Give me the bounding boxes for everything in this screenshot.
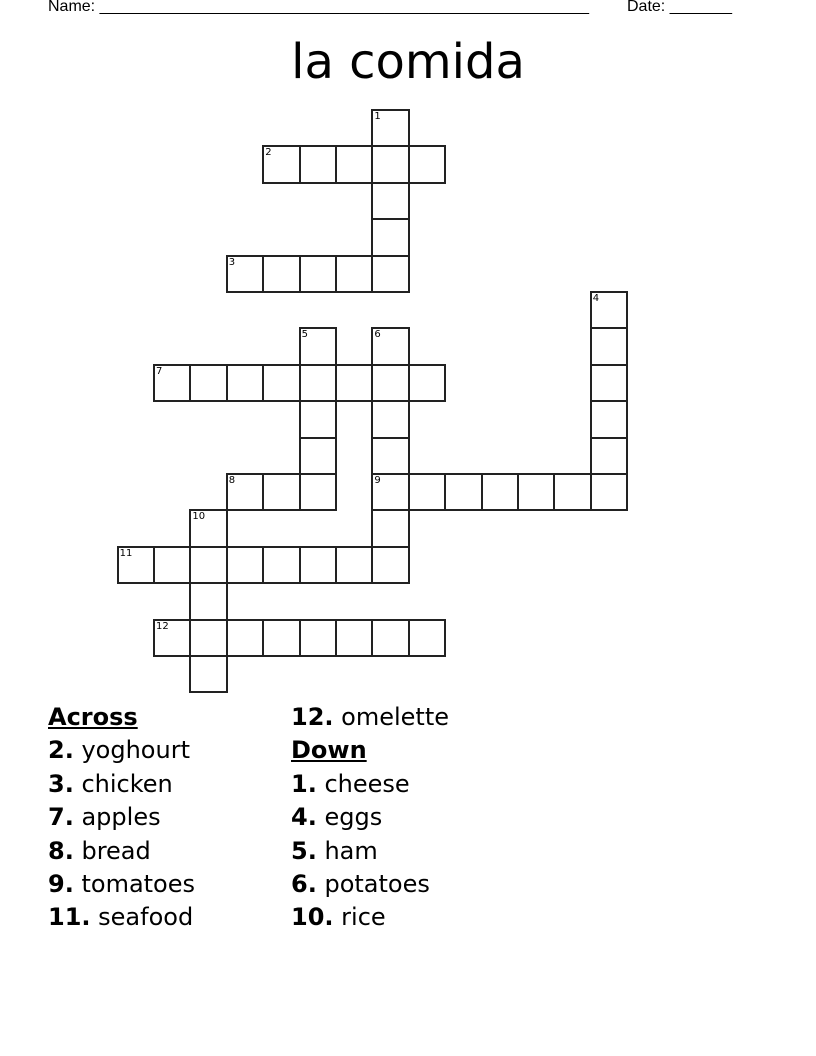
- grid-cell[interactable]: [189, 546, 227, 584]
- cell-number: 7: [156, 365, 163, 377]
- cell-number: 5: [301, 329, 308, 341]
- cell-number: 6: [374, 329, 381, 341]
- grid-cell[interactable]: [371, 327, 409, 365]
- down-clue: [291, 768, 449, 801]
- grid-cell[interactable]: [153, 619, 191, 657]
- grid-cell[interactable]: [371, 255, 409, 293]
- clue-text: apples: [81, 803, 161, 832]
- grid-cell[interactable]: [371, 546, 409, 584]
- grid-cell[interactable]: [226, 546, 264, 584]
- grid-cell[interactable]: [299, 255, 337, 293]
- clue-number: 6.: [291, 870, 317, 899]
- across-clue: [48, 734, 195, 767]
- grid-cell[interactable]: [189, 509, 227, 547]
- clue-text: ham: [324, 836, 378, 865]
- grid-cell[interactable]: [299, 437, 337, 475]
- grid-cell[interactable]: [517, 473, 555, 511]
- across-clue: [291, 701, 449, 734]
- grid-cell[interactable]: [371, 473, 409, 511]
- grid-cell[interactable]: [299, 364, 337, 402]
- name-field-line: Name: _______________________________________________________: [48, 0, 589, 15]
- down-clue: [291, 835, 449, 868]
- cell-number: 10: [192, 511, 206, 523]
- clue-number: 8.: [48, 836, 74, 865]
- down-clue: [291, 901, 449, 934]
- clue-number: 1.: [291, 769, 317, 798]
- grid-cell[interactable]: [371, 145, 409, 183]
- across-clue: [48, 901, 195, 934]
- grid-cell[interactable]: [262, 364, 300, 402]
- grid-cell[interactable]: [590, 364, 628, 402]
- grid-cell[interactable]: [371, 400, 409, 438]
- clue-text: omelette: [341, 703, 450, 731]
- grid-cell[interactable]: [189, 364, 227, 402]
- grid-cell[interactable]: [226, 473, 264, 511]
- cell-number: 9: [374, 475, 381, 486]
- grid-cell[interactable]: [153, 546, 191, 584]
- clue-text: bread: [81, 836, 151, 865]
- grid-cell[interactable]: [590, 327, 628, 365]
- clue-number: 11.: [48, 903, 91, 932]
- across-heading: Across: [48, 703, 138, 731]
- grid-cell[interactable]: [371, 437, 409, 475]
- grid-cell[interactable]: [335, 619, 373, 657]
- grid-cell[interactable]: [262, 473, 300, 511]
- grid-cell[interactable]: [262, 619, 300, 657]
- grid-cell[interactable]: [262, 255, 300, 293]
- grid-cell[interactable]: [408, 145, 446, 183]
- clue-number: 2.: [48, 736, 74, 765]
- grid-cell[interactable]: [371, 218, 409, 256]
- grid-cell[interactable]: [444, 473, 482, 511]
- cell-number: 1: [374, 111, 381, 122]
- clue-text: cheese: [324, 769, 410, 798]
- grid-cell[interactable]: [553, 473, 591, 511]
- clue-text: tomatoes: [81, 870, 196, 899]
- across-clue: [48, 835, 195, 868]
- puzzle-title: la comida: [291, 34, 525, 90]
- down-clue: [291, 868, 449, 901]
- down-clue: [291, 801, 449, 834]
- clue-number: 7.: [48, 803, 74, 832]
- grid-cell[interactable]: [371, 109, 409, 147]
- grid-cell[interactable]: [481, 473, 519, 511]
- clue-text: chicken: [81, 769, 173, 798]
- clue-text: rice: [341, 903, 386, 932]
- clue-text: seafood: [98, 903, 194, 932]
- grid-cell[interactable]: [299, 546, 337, 584]
- grid-cell[interactable]: [226, 619, 264, 657]
- grid-cell[interactable]: [262, 546, 300, 584]
- cell-number: 3: [228, 256, 236, 268]
- across-clue: [48, 768, 195, 801]
- grid-cell[interactable]: [189, 582, 227, 620]
- clue-number: 10.: [291, 903, 334, 932]
- grid-cell[interactable]: [590, 400, 628, 438]
- grid-cell[interactable]: [262, 145, 300, 183]
- grid-cell[interactable]: [117, 546, 155, 584]
- date-field-line: Date: _______: [627, 0, 732, 15]
- grid-cell[interactable]: [335, 145, 373, 183]
- grid-cell[interactable]: [335, 364, 373, 402]
- grid-cell[interactable]: [590, 291, 628, 329]
- grid-cell[interactable]: [371, 182, 409, 220]
- down-heading: Down: [291, 736, 367, 765]
- cell-number: 4: [592, 293, 600, 304]
- clue-column-right: [291, 701, 449, 935]
- grid-cell[interactable]: [408, 364, 446, 402]
- clue-text: potatoes: [324, 870, 430, 899]
- clue-number: 4.: [291, 803, 317, 832]
- grid-cell[interactable]: [371, 364, 409, 402]
- across-clue: [48, 868, 195, 901]
- clue-number: 9.: [48, 870, 74, 899]
- grid-cell[interactable]: [299, 145, 337, 183]
- grid-cell[interactable]: [371, 619, 409, 657]
- grid-cell[interactable]: [299, 400, 337, 438]
- clue-number: 5.: [291, 836, 317, 865]
- grid-cell[interactable]: [189, 655, 227, 693]
- cell-number: 12: [156, 620, 169, 632]
- grid-cell[interactable]: [371, 509, 409, 547]
- clue-number: 12.: [291, 703, 334, 731]
- across-clue: [48, 801, 195, 834]
- cell-number: 2: [265, 147, 272, 159]
- clue-number: 3.: [48, 769, 74, 798]
- grid-cell[interactable]: [590, 437, 628, 475]
- grid-cell[interactable]: [189, 619, 227, 657]
- clue-column-left: [48, 701, 195, 935]
- grid-cell[interactable]: [335, 546, 373, 584]
- grid-cell[interactable]: [408, 619, 446, 657]
- grid-cell[interactable]: [299, 473, 337, 511]
- grid-cell[interactable]: [226, 255, 264, 293]
- clue-text: eggs: [324, 803, 383, 832]
- grid-cell[interactable]: [590, 473, 628, 511]
- clue-text: yoghourt: [81, 736, 190, 765]
- grid-cell[interactable]: [226, 364, 264, 402]
- grid-cell[interactable]: [299, 619, 337, 657]
- grid-cell[interactable]: [153, 364, 191, 402]
- grid-cell[interactable]: [408, 473, 446, 511]
- grid-cell[interactable]: [299, 327, 337, 365]
- cell-number: 11: [119, 547, 133, 559]
- grid-cell[interactable]: [335, 255, 373, 293]
- cell-number: 8: [228, 475, 236, 486]
